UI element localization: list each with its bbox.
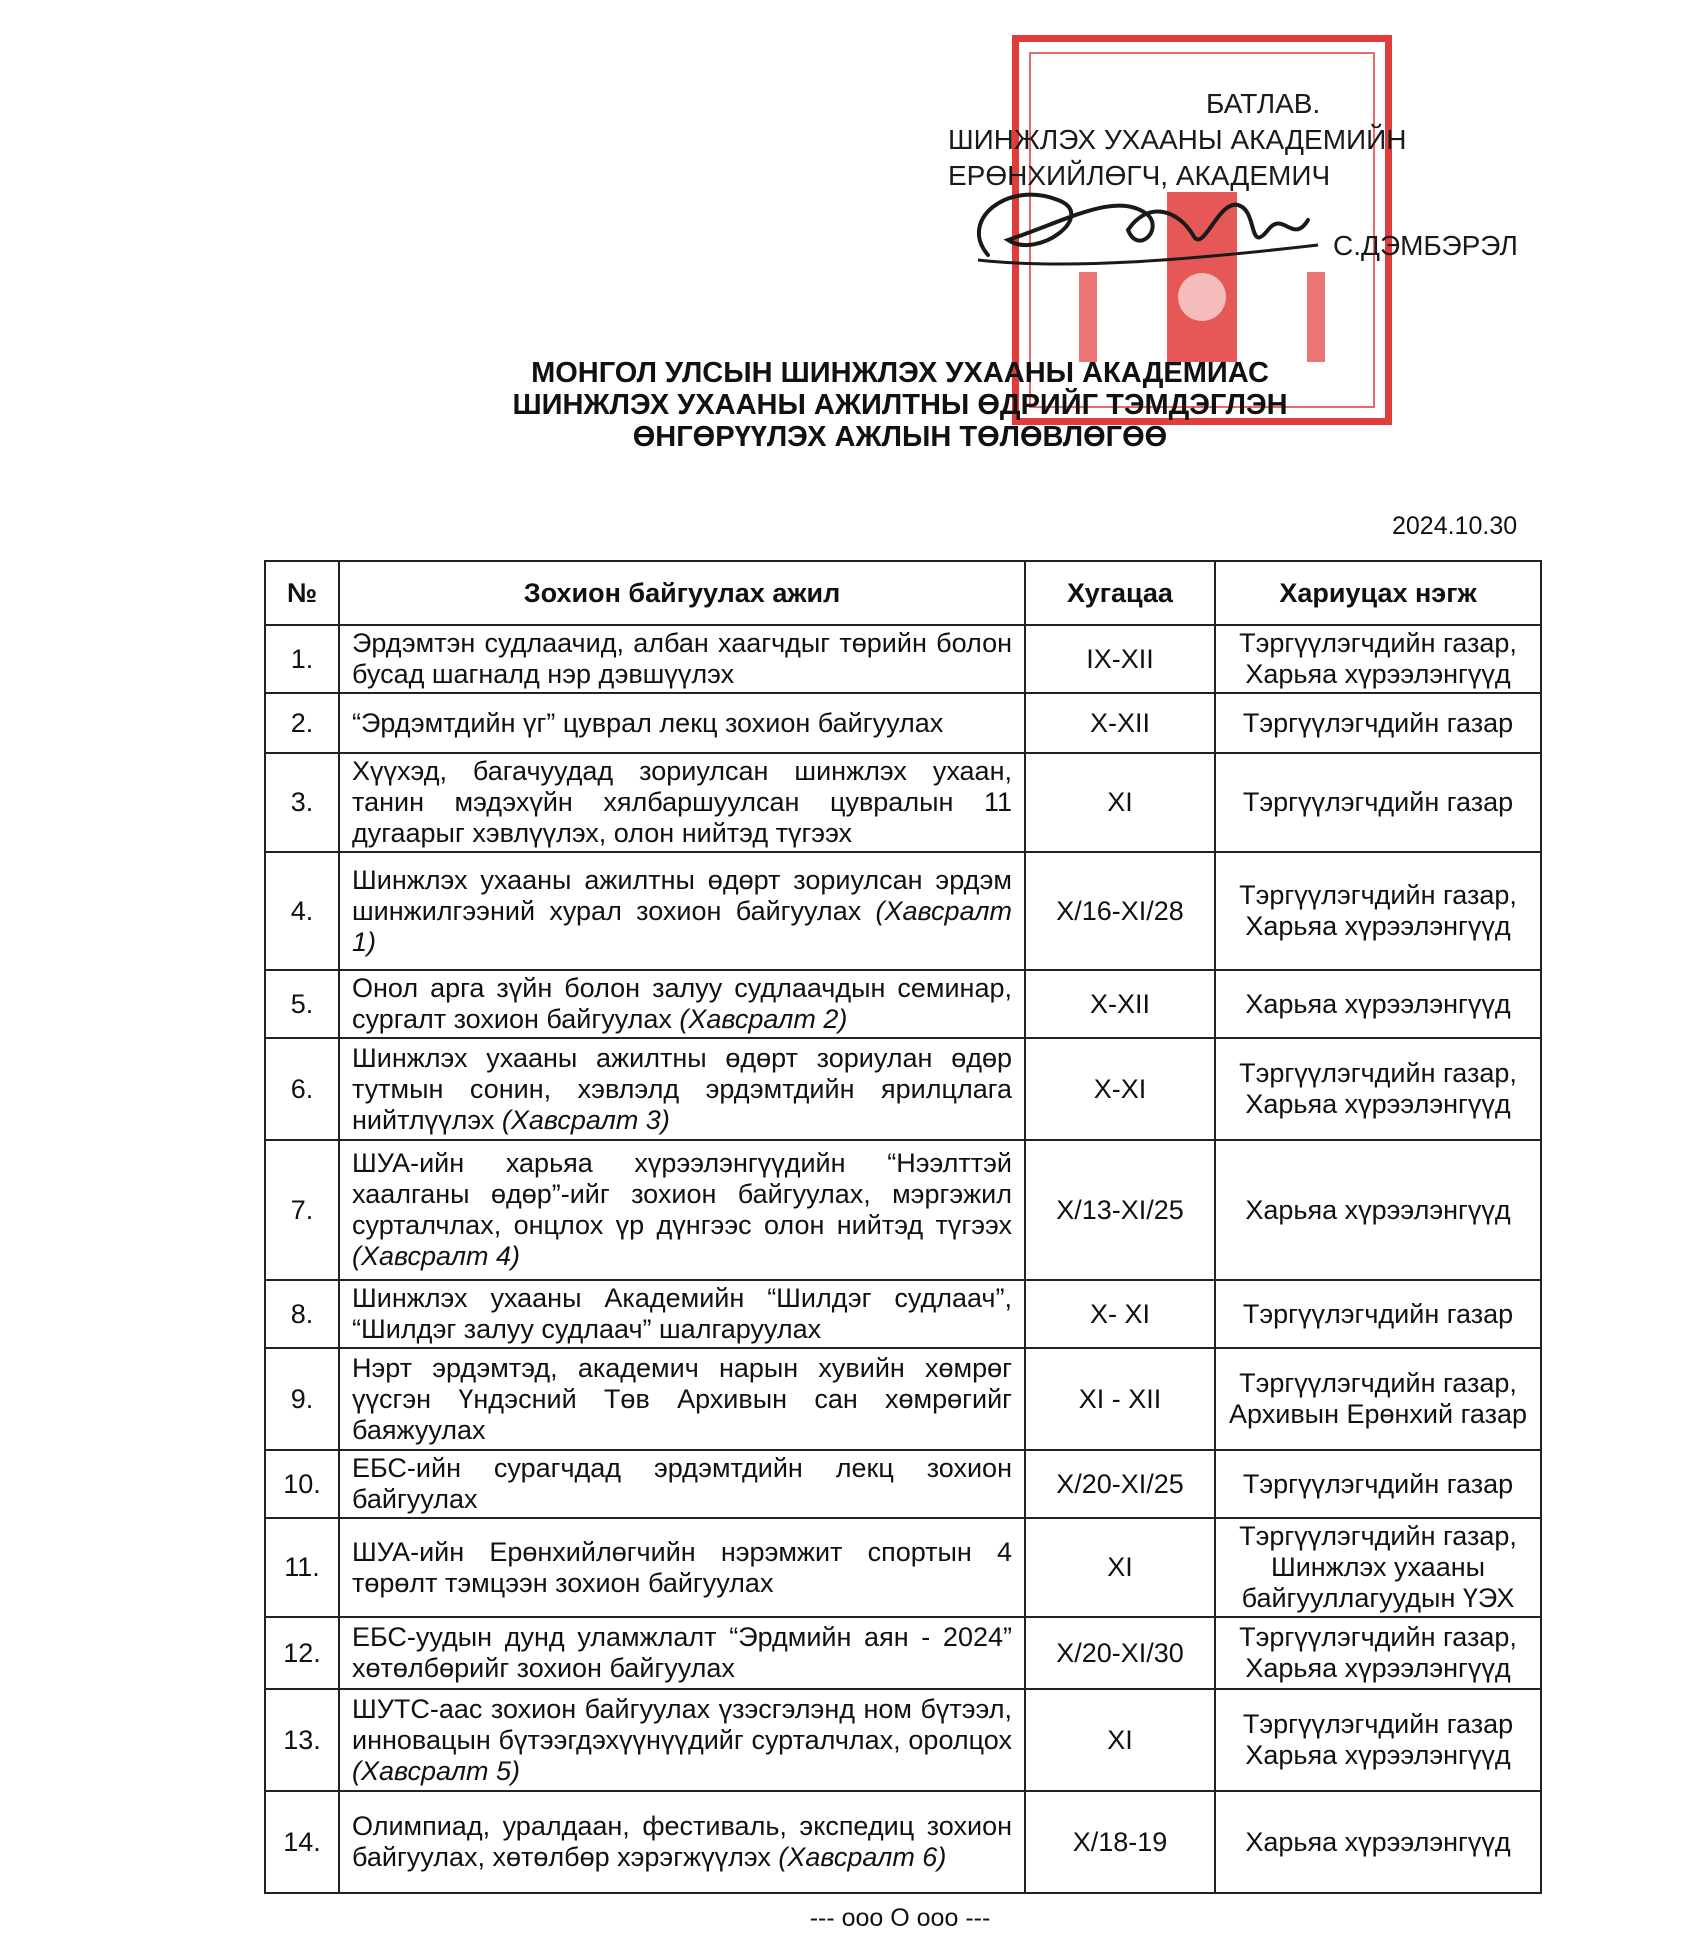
document-title-line-1: МОНГОЛ УЛСЫН ШИНЖЛЭХ УХААНЫ АКАДЕМИАС (531, 357, 1269, 389)
row-task (339, 1280, 1025, 1348)
row-duration: X-XII (1025, 693, 1215, 753)
table-row (265, 1348, 1541, 1450)
header-responsible: Хариуцах нэгж (1215, 561, 1541, 625)
row-duration: XI (1025, 1518, 1215, 1617)
row-responsible: Харьяа хүрээлэнгүүд (1215, 1791, 1541, 1893)
header-task: Зохион байгуулах ажил (339, 561, 1025, 625)
row-number: 11. (265, 1518, 339, 1617)
task-text: Онол арга зүйн болон залуу судлаачдын семинар, сургалт зохион байгуулах (352, 973, 1012, 1034)
row-duration: X/16-XI/28 (1025, 852, 1215, 970)
row-task (339, 1450, 1025, 1518)
task-text: ШУТС-аас зохион байгуулах үзэсгэлэнд ном бүтээл, инновацын бүтээгдэхүүнүүдийг сурталчлах, оролцох (352, 1693, 1012, 1755)
row-number: 2. (265, 693, 339, 753)
attachment-reference: (Хавсралт 2) (679, 1004, 848, 1034)
row-duration: XI (1025, 753, 1215, 852)
row-task (339, 852, 1025, 970)
row-task (339, 693, 1025, 753)
work-plan-table (264, 560, 1542, 1894)
row-responsible: Тэргүүлэгчдийн газар, Харьяа хүрээлэнгүүд (1215, 1038, 1541, 1140)
document-date: 2024.10.30 (1392, 512, 1518, 540)
row-number: 4. (265, 852, 339, 970)
task-text: Шинжлэх ухааны ажилтны өдөрт зориулан өдөр тутмын сонин, хэвлэлд эрдэмтдийн ярилцлага нийтлүүлэх (352, 1042, 1012, 1135)
task-text: ЕБС-уудын дунд уламжлалт “Эрдмийн аян - 2024” хөтөлбөрийг зохион байгуулах (352, 1622, 1012, 1683)
row-responsible: Тэргүүлэгчдийн газар (1215, 753, 1541, 852)
attachment-reference: (Хавсралт 6) (778, 1842, 947, 1872)
row-task (339, 1140, 1025, 1280)
row-task (339, 1791, 1025, 1893)
row-task (339, 1617, 1025, 1689)
document-footer: --- ооо О ооо --- (809, 1904, 991, 1932)
row-responsible: Тэргүүлэгчдийн газар, Харьяа хүрээлэнгүүд (1215, 1617, 1541, 1689)
row-duration: X/20-XI/30 (1025, 1617, 1215, 1689)
approver-name: С.ДЭМБЭРЭЛ (1333, 230, 1518, 261)
attachment-reference: (Хавсралт 4) (352, 1241, 520, 1271)
task-text: Шинжлэх ухааны ажилтны өдөрт зориулсан эрдэм шинжилгээний хурал зохион байгуулах (352, 864, 1012, 926)
row-responsible: Тэргүүлэгчдийн газар (1215, 1450, 1541, 1518)
attachment-reference: (Хавсралт 5) (352, 1755, 520, 1786)
approval-title: БАТЛАВ. (1206, 88, 1321, 119)
row-duration: X-XII (1025, 970, 1215, 1038)
row-task (339, 1689, 1025, 1791)
row-duration: XI (1025, 1689, 1215, 1791)
table-row (265, 1450, 1541, 1518)
task-text: Эрдэмтэн судлаачид, албан хаагчдыг төрийн болон бусад шагналд нэр дэвшүүлэх (352, 628, 1012, 689)
row-responsible: Тэргүүлэгчдийн газар, Харьяа хүрээлэнгүүд (1215, 625, 1541, 693)
table-row (265, 970, 1541, 1038)
row-task (339, 1038, 1025, 1140)
row-duration: XI - XII (1025, 1348, 1215, 1450)
task-text: Нэрт эрдэмтэд, академич нарын хувийн хөмрөг үүсгэн Үндэсний Төв Архивын сан хөмрөгийг баяжуулах (352, 1352, 1012, 1445)
task-text: ЕБС-ийн сурагчдад эрдэмтдийн лекц зохион байгуулах (352, 1453, 1012, 1514)
row-responsible: Харьяа хүрээлэнгүүд (1215, 1140, 1541, 1280)
table-row (265, 693, 1541, 753)
row-responsible: Тэргүүлэгчдийн газар, Архивын Ерөнхий газар (1215, 1348, 1541, 1450)
table-row (265, 852, 1541, 970)
table-body (265, 625, 1541, 1893)
table-row (265, 1617, 1541, 1689)
row-number: 7. (265, 1140, 339, 1280)
row-duration: IX-XII (1025, 625, 1215, 693)
row-task (339, 625, 1025, 693)
row-task (339, 1348, 1025, 1450)
row-duration: X/20-XI/25 (1025, 1450, 1215, 1518)
row-number: 9. (265, 1348, 339, 1450)
attachment-reference: (Хавсралт 1) (352, 895, 1012, 957)
attachment-reference: (Хавсралт 3) (501, 1104, 670, 1135)
table-row (265, 1280, 1541, 1348)
table-row (265, 1038, 1541, 1140)
row-responsible: Тэргүүлэгчдийн газар (1215, 693, 1541, 753)
row-number: 14. (265, 1791, 339, 1893)
approval-line-1: ШИНЖЛЭХ УХААНЫ АКАДЕМИЙН (948, 124, 1407, 155)
table-row (265, 625, 1541, 693)
row-task (339, 1518, 1025, 1617)
row-number: 6. (265, 1038, 339, 1140)
header-no: № (265, 561, 339, 625)
task-text: ШУА-ийн Ерөнхийлөгчийн нэрэмжит спортын 4 төрөлт тэмцээн зохион байгуулах (352, 1536, 1012, 1598)
table-row (265, 1140, 1541, 1280)
task-text: “Эрдэмтдийн үг” цуврал лекц зохион байгуулах (352, 707, 944, 738)
row-task (339, 970, 1025, 1038)
table-row (265, 1518, 1541, 1617)
row-number: 10. (265, 1450, 339, 1518)
task-text: Шинжлэх ухааны Академийн “Шилдэг судлаач”, “Шилдэг залуу судлаач” шалгаруулах (352, 1283, 1012, 1344)
task-text: Олимпиад, уралдаан, фестиваль, экспедиц зохион байгуулах, хөтөлбөр хэрэгжүүлэх (352, 1811, 1012, 1872)
document-title-line-2: ШИНЖЛЭХ УХААНЫ АЖИЛТНЫ ӨДРИЙГ ТЭМДЭГЛЭН (512, 389, 1288, 421)
table-row (265, 1791, 1541, 1893)
row-number: 3. (265, 753, 339, 852)
table-header-row (265, 561, 1541, 625)
table-row (265, 753, 1541, 852)
row-task (339, 753, 1025, 852)
row-number: 8. (265, 1280, 339, 1348)
row-responsible: Тэргүүлэгчдийн газар (1215, 1280, 1541, 1348)
row-responsible: Тэргүүлэгчдийн газар, Шинжлэх ухааны байгууллагуудын ҮЭХ (1215, 1518, 1541, 1617)
row-responsible: Тэргүүлэгчдийн газар, Харьяа хүрээлэнгүүд (1215, 852, 1541, 970)
task-text: ШУА-ийн харьяа хүрээлэнгүүдийн “Нээлттэй хаалганы өдөр”-ийг зохион байгуулах, мэргэжил сурталчлах, онцлох үр дүнгээс олон нийтэд түгээх (352, 1148, 1012, 1240)
row-duration: X/13-XI/25 (1025, 1140, 1215, 1280)
header-duration: Хугацаа (1025, 561, 1215, 625)
row-duration: X-XI (1025, 1038, 1215, 1140)
row-number: 13. (265, 1689, 339, 1791)
row-duration: X/18-19 (1025, 1791, 1215, 1893)
approval-line-2: ЕРӨНХИЙЛӨГЧ, АКАДЕМИЧ (948, 160, 1331, 191)
row-number: 5. (265, 970, 339, 1038)
row-number: 1. (265, 625, 339, 693)
row-duration: X- XI (1025, 1280, 1215, 1348)
table-row (265, 1689, 1541, 1791)
row-number: 12. (265, 1617, 339, 1689)
document-title-line-3: ӨНГӨРҮҮЛЭХ АЖЛЫН ТӨЛӨВЛӨГӨӨ (632, 421, 1168, 453)
task-text: Хүүхэд, багачуудад зориулсан шинжлэх ухаан, танин мэдэхүйн хялбаршуулсан цувралын 11 дугаарыг хэвлүүлэх, олон нийтэд түгээх (352, 756, 1012, 848)
row-responsible: Тэргүүлэгчдийн газар Харьяа хүрээлэнгүүд (1215, 1689, 1541, 1791)
row-responsible: Харьяа хүрээлэнгүүд (1215, 970, 1541, 1038)
signature-icon (948, 160, 1331, 280)
